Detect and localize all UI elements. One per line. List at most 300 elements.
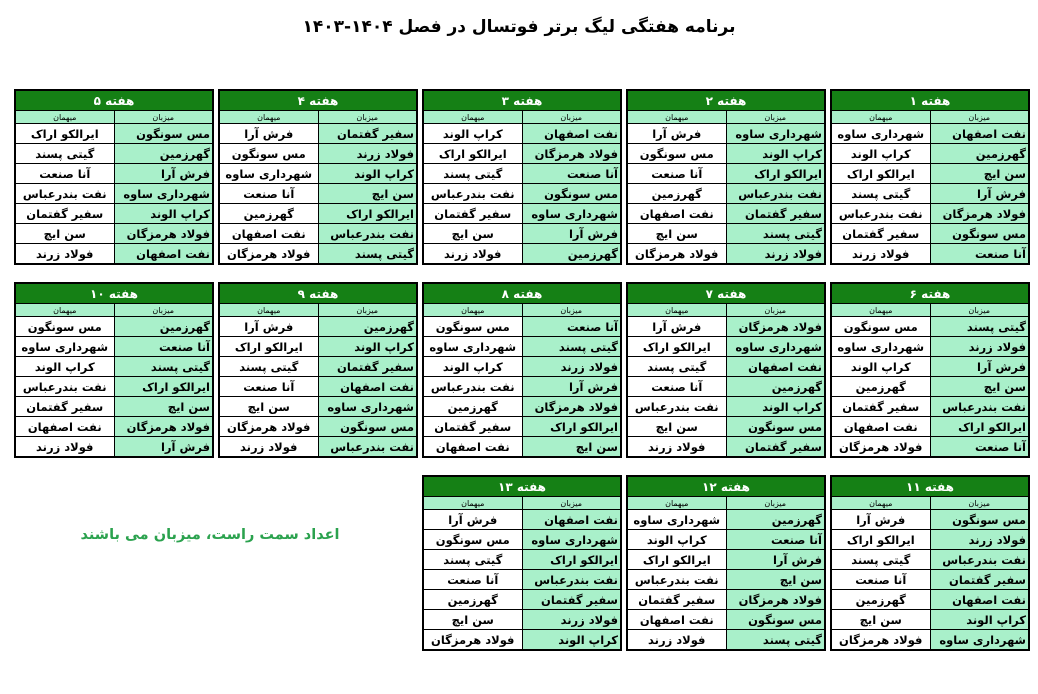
match-row	[15, 164, 213, 184]
host-team-cell: نفت اصفهان	[930, 590, 1029, 610]
host-team-cell: نفت اصفهان	[114, 244, 213, 265]
host-team-cell: فولاد هرمزگان	[522, 144, 621, 164]
host-column-header: میزبان	[930, 497, 1029, 510]
guest-team-cell: گیتی پسند	[15, 144, 114, 164]
match-row	[15, 397, 213, 417]
week-title: هفته ۱۰	[15, 283, 213, 304]
match-row	[423, 224, 621, 244]
host-team-cell: مس سونگون	[318, 417, 417, 437]
guest-team-cell: کراپ الوند	[831, 357, 930, 377]
host-team-cell: شهرداری ساوه	[930, 630, 1029, 651]
host-team-cell: مس سونگون	[726, 417, 825, 437]
guest-team-cell: کراپ الوند	[423, 124, 522, 144]
host-team-cell: فرش آرا	[522, 377, 621, 397]
guest-team-cell: سفیر گفتمان	[423, 204, 522, 224]
guest-column-header: میهمان	[15, 111, 114, 124]
match-row	[423, 437, 621, 458]
column-header-row	[423, 497, 621, 510]
guest-team-cell: سفیر گفتمان	[627, 590, 726, 610]
match-row	[15, 437, 213, 458]
guest-team-cell: ایرالکو اراک	[627, 337, 726, 357]
match-row	[219, 317, 417, 337]
match-row	[831, 510, 1029, 530]
guest-team-cell: فولاد زرند	[423, 244, 522, 265]
match-row	[219, 357, 417, 377]
match-row	[627, 124, 825, 144]
host-team-cell: نفت بندرعباس	[930, 550, 1029, 570]
match-row	[831, 204, 1029, 224]
match-row	[423, 397, 621, 417]
week-table-1	[830, 89, 1030, 265]
week-header-row	[627, 283, 825, 304]
host-team-cell: شهرداری ساوه	[522, 204, 621, 224]
match-row	[831, 224, 1029, 244]
match-row	[423, 124, 621, 144]
guest-team-cell: گیتی پسند	[831, 550, 930, 570]
week-header-row	[219, 283, 417, 304]
guest-team-cell: ایرالکو اراک	[627, 550, 726, 570]
week-title: هفته ۱	[831, 90, 1029, 111]
match-row	[15, 224, 213, 244]
match-row	[831, 610, 1029, 630]
guest-team-cell: نفت اصفهان	[15, 417, 114, 437]
match-row	[219, 437, 417, 458]
guest-team-cell: نفت بندرعباس	[423, 377, 522, 397]
host-column-header: میزبان	[726, 304, 825, 317]
match-row	[627, 317, 825, 337]
weeks-grid	[0, 89, 1038, 651]
guest-team-cell: شهرداری ساوه	[831, 337, 930, 357]
week-header-row	[15, 283, 213, 304]
host-team-cell: گهرزمین	[726, 510, 825, 530]
match-row	[627, 630, 825, 651]
guest-team-cell: مس سونگون	[627, 144, 726, 164]
host-team-cell: گیتی پسند	[522, 337, 621, 357]
host-column-header: میزبان	[726, 497, 825, 510]
match-row	[831, 377, 1029, 397]
guest-team-cell: سن ایچ	[219, 397, 318, 417]
host-team-cell: شهرداری ساوه	[726, 337, 825, 357]
week-table-13	[422, 475, 622, 651]
host-team-cell: فولاد هرمزگان	[726, 590, 825, 610]
match-row	[219, 417, 417, 437]
host-team-cell: گیتی پسند	[726, 224, 825, 244]
host-team-cell: مس سونگون	[114, 124, 213, 144]
match-row	[627, 397, 825, 417]
match-row	[627, 184, 825, 204]
guest-team-cell: ایرالکو اراک	[15, 124, 114, 144]
guest-team-cell: گهرزمین	[627, 184, 726, 204]
page-title: برنامه هفتگی لیگ برتر فوتسال در فصل ۱۴۰۴-۱۴۰۳	[302, 17, 736, 37]
host-column-header: میزبان	[318, 304, 417, 317]
guest-team-cell: نفت بندرعباس	[627, 570, 726, 590]
guest-team-cell: فولاد هرمزگان	[219, 417, 318, 437]
guest-team-cell: گیتی پسند	[219, 357, 318, 377]
guest-team-cell: فرش آرا	[219, 124, 318, 144]
host-team-cell: فولاد هرمزگان	[726, 317, 825, 337]
match-row	[219, 124, 417, 144]
host-team-cell: فرش آرا	[522, 224, 621, 244]
match-row	[627, 144, 825, 164]
host-team-cell: فرش آرا	[114, 437, 213, 458]
host-team-cell: فولاد هرمزگان	[930, 204, 1029, 224]
week-header-row	[423, 90, 621, 111]
week-title: هفته ۱۱	[831, 476, 1029, 497]
match-row	[219, 377, 417, 397]
host-column-header: میزبان	[522, 304, 621, 317]
guest-team-cell: نفت بندرعباس	[831, 204, 930, 224]
column-header-row	[15, 304, 213, 317]
guest-team-cell: سفیر گفتمان	[831, 397, 930, 417]
host-team-cell: شهرداری ساوه	[522, 530, 621, 550]
host-team-cell: آنا صنعت	[930, 437, 1029, 458]
guest-team-cell: مس سونگون	[423, 530, 522, 550]
guest-column-header: میهمان	[627, 111, 726, 124]
host-team-cell: آنا صنعت	[930, 244, 1029, 265]
match-row	[831, 397, 1029, 417]
guest-team-cell: فولاد زرند	[627, 630, 726, 651]
host-column-header: میزبان	[522, 497, 621, 510]
guest-team-cell: آنا صنعت	[219, 184, 318, 204]
match-row	[627, 530, 825, 550]
guest-team-cell: فولاد زرند	[15, 437, 114, 458]
column-header-row	[831, 497, 1029, 510]
week-title: هفته ۸	[423, 283, 621, 304]
host-team-cell: نفت بندرعباس	[318, 224, 417, 244]
guest-team-cell: فولاد زرند	[627, 437, 726, 458]
column-header-row	[219, 111, 417, 124]
guest-team-cell: گهرزمین	[219, 204, 318, 224]
host-team-cell: نفت اصفهان	[522, 510, 621, 530]
host-team-cell: فولاد زرند	[522, 610, 621, 630]
host-team-cell: آنا صنعت	[522, 164, 621, 184]
match-row	[831, 317, 1029, 337]
match-row	[423, 610, 621, 630]
host-team-cell: کراپ الوند	[522, 630, 621, 651]
match-row	[831, 550, 1029, 570]
host-team-cell: گیتی پسند	[114, 357, 213, 377]
week-header-row	[15, 90, 213, 111]
match-row	[15, 377, 213, 397]
match-row	[423, 184, 621, 204]
host-team-cell: نفت اصفهان	[726, 357, 825, 377]
host-team-cell: سفیر گفتمان	[318, 124, 417, 144]
match-row	[423, 144, 621, 164]
guest-team-cell: فولاد زرند	[15, 244, 114, 265]
week-header-row	[831, 90, 1029, 111]
guest-team-cell: نفت اصفهان	[627, 204, 726, 224]
host-team-cell: سفیر گفتمان	[318, 357, 417, 377]
match-row	[423, 164, 621, 184]
guest-team-cell: نفت اصفهان	[627, 610, 726, 630]
match-row	[831, 337, 1029, 357]
guest-team-cell: سن ایچ	[831, 610, 930, 630]
guest-team-cell: کراپ الوند	[423, 357, 522, 377]
guest-team-cell: گهرزمین	[423, 397, 522, 417]
week-header-row	[627, 90, 825, 111]
guest-team-cell: نفت بندرعباس	[627, 397, 726, 417]
host-team-cell: مس سونگون	[930, 224, 1029, 244]
guest-team-cell: کراپ الوند	[627, 530, 726, 550]
match-row	[219, 164, 417, 184]
match-row	[423, 337, 621, 357]
host-team-cell: آنا صنعت	[114, 337, 213, 357]
host-team-cell: آنا صنعت	[726, 530, 825, 550]
match-row	[15, 124, 213, 144]
host-team-cell: مس سونگون	[726, 610, 825, 630]
host-team-cell: فولاد زرند	[318, 144, 417, 164]
host-team-cell: سن ایچ	[114, 397, 213, 417]
guest-team-cell: سن ایچ	[423, 610, 522, 630]
guest-team-cell: ایرالکو اراک	[831, 530, 930, 550]
host-team-cell: گهرزمین	[726, 377, 825, 397]
guest-team-cell: گیتی پسند	[831, 184, 930, 204]
match-row	[219, 224, 417, 244]
host-team-cell: فرش آرا	[726, 550, 825, 570]
host-team-cell: فولاد زرند	[930, 530, 1029, 550]
week-row-1	[8, 89, 1030, 265]
match-row	[219, 244, 417, 265]
match-row	[423, 377, 621, 397]
guest-team-cell: آنا صنعت	[219, 377, 318, 397]
guest-team-cell: ایرالکو اراک	[219, 337, 318, 357]
match-row	[627, 164, 825, 184]
match-row	[627, 357, 825, 377]
week-header-row	[423, 283, 621, 304]
guest-team-cell: فولاد هرمزگان	[627, 244, 726, 265]
match-row	[423, 244, 621, 265]
host-team-cell: گهرزمین	[522, 244, 621, 265]
match-row	[627, 437, 825, 458]
match-row	[423, 510, 621, 530]
host-column-header: میزبان	[930, 111, 1029, 124]
match-row	[15, 244, 213, 265]
guest-team-cell: گهرزمین	[423, 590, 522, 610]
guest-team-cell: فولاد هرمزگان	[219, 244, 318, 265]
guest-team-cell: مس سونگون	[423, 317, 522, 337]
guest-team-cell: شهرداری ساوه	[831, 124, 930, 144]
match-row	[15, 204, 213, 224]
column-header-row	[831, 304, 1029, 317]
host-team-cell: کراپ الوند	[726, 397, 825, 417]
guest-team-cell: فرش آرا	[219, 317, 318, 337]
guest-team-cell: مس سونگون	[15, 317, 114, 337]
match-row	[627, 244, 825, 265]
match-row	[831, 244, 1029, 265]
host-team-cell: کراپ الوند	[930, 610, 1029, 630]
guest-team-cell: آنا صنعت	[15, 164, 114, 184]
host-team-cell: سفیر گفتمان	[930, 570, 1029, 590]
week-title: هفته ۴	[219, 90, 417, 111]
week-table-10	[14, 282, 214, 458]
week-title: هفته ۲	[627, 90, 825, 111]
guest-team-cell: گیتی پسند	[423, 164, 522, 184]
match-row	[423, 550, 621, 570]
match-row	[219, 204, 417, 224]
host-team-cell: مس سونگون	[522, 184, 621, 204]
guest-team-cell: گیتی پسند	[627, 357, 726, 377]
match-row	[627, 224, 825, 244]
match-row	[831, 437, 1029, 458]
week-table-5	[14, 89, 214, 265]
guest-team-cell: آنا صنعت	[423, 570, 522, 590]
column-header-row	[423, 111, 621, 124]
host-column-header: میزبان	[318, 111, 417, 124]
host-team-cell: نفت اصفهان	[930, 124, 1029, 144]
match-row	[423, 630, 621, 651]
week-header-row	[831, 283, 1029, 304]
host-team-cell: نفت بندرعباس	[522, 570, 621, 590]
host-team-cell: فرش آرا	[930, 184, 1029, 204]
host-team-cell: ایرالکو اراک	[522, 417, 621, 437]
host-team-cell: کراپ الوند	[726, 144, 825, 164]
week-title: هفته ۱۳	[423, 476, 621, 497]
host-team-cell: فولاد هرمزگان	[114, 224, 213, 244]
host-team-cell: ایرالکو اراک	[726, 164, 825, 184]
match-row	[15, 357, 213, 377]
week-title: هفته ۳	[423, 90, 621, 111]
guest-team-cell: شهرداری ساوه	[219, 164, 318, 184]
guest-team-cell: فولاد هرمزگان	[831, 630, 930, 651]
host-team-cell: گیتی پسند	[726, 630, 825, 651]
week-title: هفته ۵	[15, 90, 213, 111]
guest-column-header: میهمان	[219, 304, 318, 317]
host-team-cell: سن ایچ	[318, 184, 417, 204]
host-team-cell: سن ایچ	[522, 437, 621, 458]
guest-team-cell: ایرالکو اراک	[423, 144, 522, 164]
host-team-cell: گهرزمین	[318, 317, 417, 337]
match-row	[831, 590, 1029, 610]
guest-column-header: میهمان	[423, 111, 522, 124]
match-row	[423, 357, 621, 377]
host-team-cell: فرش آرا	[114, 164, 213, 184]
host-team-cell: گهرزمین	[114, 144, 213, 164]
host-team-cell: گیتی پسند	[318, 244, 417, 265]
guest-team-cell: نفت اصفهان	[219, 224, 318, 244]
match-row	[423, 590, 621, 610]
week-title: هفته ۶	[831, 283, 1029, 304]
host-team-cell: سفیر گفتمان	[726, 437, 825, 458]
guest-team-cell: گهرزمین	[831, 590, 930, 610]
host-column-header: میزبان	[114, 304, 213, 317]
week-table-7	[626, 282, 826, 458]
match-row	[831, 184, 1029, 204]
week-header-row	[219, 90, 417, 111]
guest-team-cell: فولاد زرند	[831, 244, 930, 265]
host-team-cell: نفت اصفهان	[318, 377, 417, 397]
host-team-cell: سن ایچ	[726, 570, 825, 590]
host-team-cell: فولاد زرند	[726, 244, 825, 265]
guest-team-cell: سن ایچ	[627, 417, 726, 437]
host-team-cell: شهرداری ساوه	[318, 397, 417, 417]
week-table-8	[422, 282, 622, 458]
week-title: هفته ۱۲	[627, 476, 825, 497]
match-row	[831, 164, 1029, 184]
week-table-12	[626, 475, 826, 651]
guest-team-cell: سفیر گفتمان	[423, 417, 522, 437]
match-row	[831, 570, 1029, 590]
week-title: هفته ۷	[627, 283, 825, 304]
match-row	[423, 417, 621, 437]
guest-team-cell: شهرداری ساوه	[15, 337, 114, 357]
host-team-cell: سفیر گفتمان	[726, 204, 825, 224]
host-team-cell: نفت بندرعباس	[930, 397, 1029, 417]
column-header-row	[423, 304, 621, 317]
host-team-cell: فولاد زرند	[930, 337, 1029, 357]
host-team-cell: فولاد زرند	[522, 357, 621, 377]
guest-team-cell: فرش آرا	[423, 510, 522, 530]
week-table-2	[626, 89, 826, 265]
host-column-header: میزبان	[522, 111, 621, 124]
host-team-cell: شهرداری ساوه	[114, 184, 213, 204]
match-row	[219, 397, 417, 417]
week-table-3	[422, 89, 622, 265]
guest-team-cell: آنا صنعت	[627, 377, 726, 397]
week-header-row	[831, 476, 1029, 497]
host-team-cell: فولاد هرمزگان	[114, 417, 213, 437]
host-team-cell: کراپ الوند	[318, 164, 417, 184]
match-row	[423, 204, 621, 224]
week-header-row	[423, 476, 621, 497]
match-row	[627, 377, 825, 397]
guest-column-header: میهمان	[831, 304, 930, 317]
match-row	[423, 530, 621, 550]
host-team-cell: فرش آرا	[930, 357, 1029, 377]
match-row	[423, 317, 621, 337]
column-header-row	[15, 111, 213, 124]
host-team-cell: نفت بندرعباس	[726, 184, 825, 204]
guest-column-header: میهمان	[15, 304, 114, 317]
match-row	[15, 337, 213, 357]
guest-column-header: میهمان	[831, 111, 930, 124]
host-team-cell: مس سونگون	[930, 510, 1029, 530]
guest-team-cell: سفیر گفتمان	[15, 204, 114, 224]
match-row	[627, 610, 825, 630]
guest-team-cell: گهرزمین	[831, 377, 930, 397]
guest-team-cell: نفت اصفهان	[831, 417, 930, 437]
guest-team-cell: مس سونگون	[831, 317, 930, 337]
guest-team-cell: فولاد هرمزگان	[831, 437, 930, 458]
match-row	[219, 144, 417, 164]
match-row	[627, 590, 825, 610]
guest-team-cell: آنا صنعت	[627, 164, 726, 184]
guest-team-cell: شهرداری ساوه	[423, 337, 522, 357]
week-table-6	[830, 282, 1030, 458]
guest-column-header: میهمان	[219, 111, 318, 124]
column-header-row	[627, 304, 825, 317]
guest-team-cell: سفیر گفتمان	[15, 397, 114, 417]
host-team-cell: گیتی پسند	[930, 317, 1029, 337]
match-row	[15, 184, 213, 204]
match-row	[627, 570, 825, 590]
guest-team-cell: نفت بندرعباس	[15, 184, 114, 204]
guest-team-cell: نفت بندرعباس	[423, 184, 522, 204]
match-row	[219, 184, 417, 204]
host-team-cell: سفیر گفتمان	[522, 590, 621, 610]
host-note: اعداد سمت راست، میزبان می باشند	[80, 527, 340, 543]
guest-team-cell: نفت اصفهان	[423, 437, 522, 458]
host-team-cell: ایرالکو اراک	[522, 550, 621, 570]
match-row	[831, 417, 1029, 437]
host-column-header: میزبان	[726, 111, 825, 124]
match-row	[423, 570, 621, 590]
guest-team-cell: مس سونگون	[219, 144, 318, 164]
week-header-row	[627, 476, 825, 497]
host-team-cell: ایرالکو اراک	[930, 417, 1029, 437]
column-header-row	[219, 304, 417, 317]
column-header-row	[627, 111, 825, 124]
match-row	[627, 417, 825, 437]
